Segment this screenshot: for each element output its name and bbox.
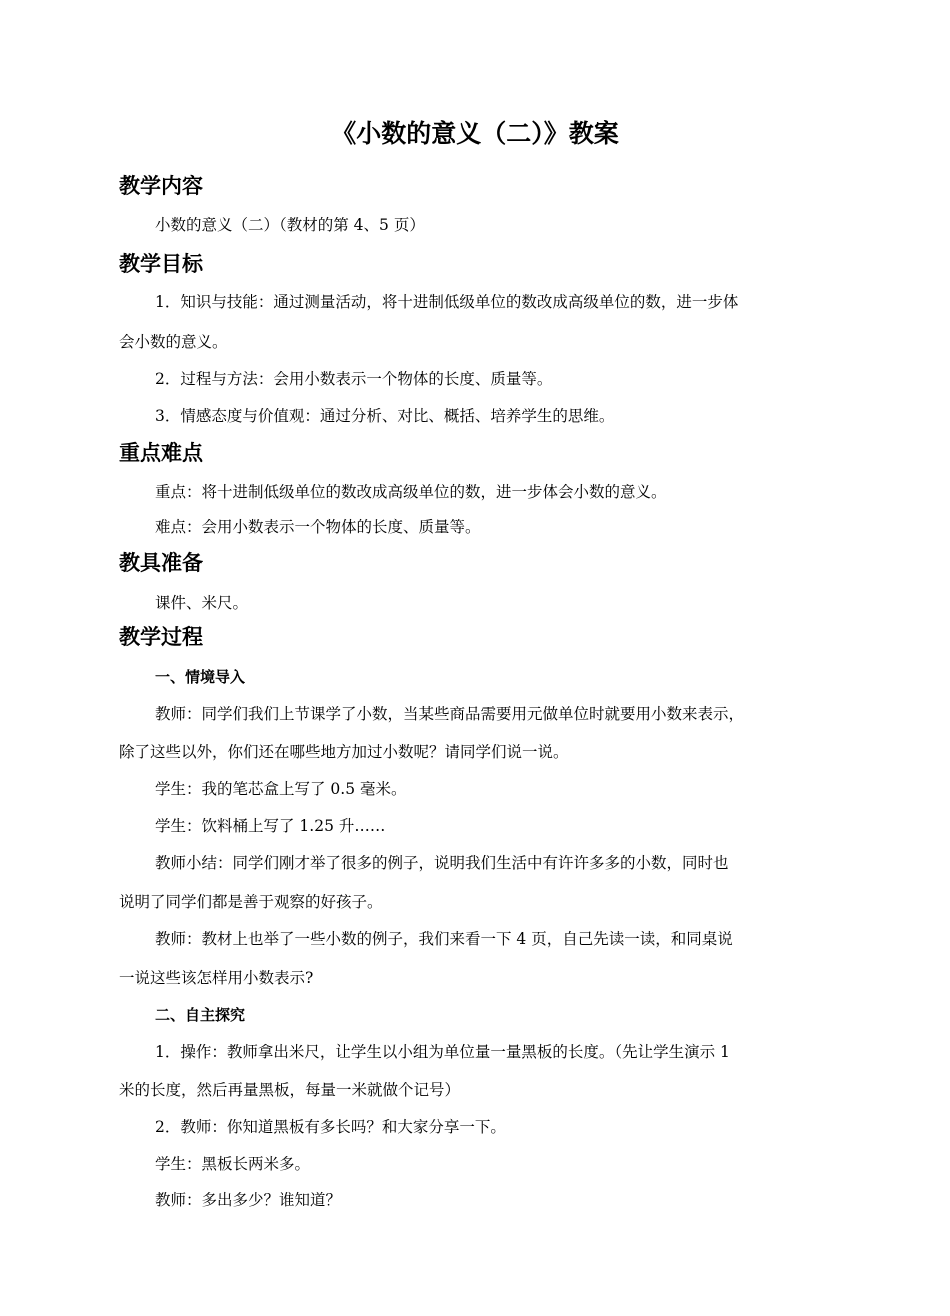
heading-teaching-process: 教学过程 [119,625,203,649]
heading-key-difficult-points: 重点难点 [119,441,203,465]
heading-teaching-goals: 教学目标 [119,252,203,276]
document-title: 《小数的意义（二）》教案 [331,119,619,148]
intro-paragraph-3: 学生：饮料桶上写了 1.25 升…… [155,817,386,835]
explore-paragraph-4: 教师：多出多少？谁知道？ [155,1191,342,1209]
goal-item-2: 2．过程与方法：会用小数表示一个物体的长度、质量等。 [155,370,553,388]
subheading-scenario-intro: 一、情境导入 [155,668,246,686]
intro-paragraph-5-line-2: 一说这些该怎样用小数表示? [119,969,314,987]
difficult-point-text: 难点：会用小数表示一个物体的长度、质量等。 [155,518,481,536]
materials-text: 课件、米尺。 [155,594,249,612]
key-point-text: 重点：将十进制低级单位的数改成高级单位的数，进一步体会小数的意义。 [155,483,667,501]
teaching-content-text: 小数的意义（二）（教材的第 4、5 页） [155,216,425,234]
explore-paragraph-1-line-1: 1．操作：教师拿出米尺，让学生以小组为单位量一量黑板的长度。（先让学生演示 1 [155,1043,730,1061]
goal-item-1-line-1: 1．知识与技能：通过测量活动，将十进制低级单位的数改成高级单位的数，进一步体 [155,293,739,311]
explore-paragraph-1-line-2: 米的长度，然后再量黑板，每量一米就做个记号） [119,1081,461,1099]
intro-paragraph-1-line-1: 教师：同学们我们上节课学了小数，当某些商品需要用元做单位时就要用小数来表示， [155,705,745,723]
explore-paragraph-2: 2．教师：你知道黑板有多长吗？和大家分享一下。 [155,1118,506,1136]
intro-paragraph-1-line-2: 除了这些以外，你们还在哪些地方加过小数呢？请同学们说一说。 [119,743,569,761]
intro-paragraph-5-line-1: 教师：教材上也举了一些小数的例子，我们来看一下 4 页，自己先读一读，和同桌说 [155,930,733,948]
intro-paragraph-2: 学生：我的笔芯盒上写了 0.5 毫米。 [155,780,407,798]
goal-item-1-line-2: 会小数的意义。 [119,333,228,351]
goal-item-3: 3．情感态度与价值观：通过分析、对比、概括、培养学生的思维。 [155,407,615,425]
heading-teaching-materials: 教具准备 [119,551,203,575]
intro-paragraph-4-line-2: 说明了同学们都是善于观察的好孩子。 [119,893,383,911]
intro-paragraph-4-line-1: 教师小结：同学们刚才举了很多的例子，说明我们生活中有许许多多的小数，同时也 [155,854,729,872]
heading-teaching-content: 教学内容 [119,174,203,198]
explore-paragraph-3: 学生：黑板长两米多。 [155,1155,311,1173]
subheading-self-exploration: 二、自主探究 [155,1006,246,1024]
